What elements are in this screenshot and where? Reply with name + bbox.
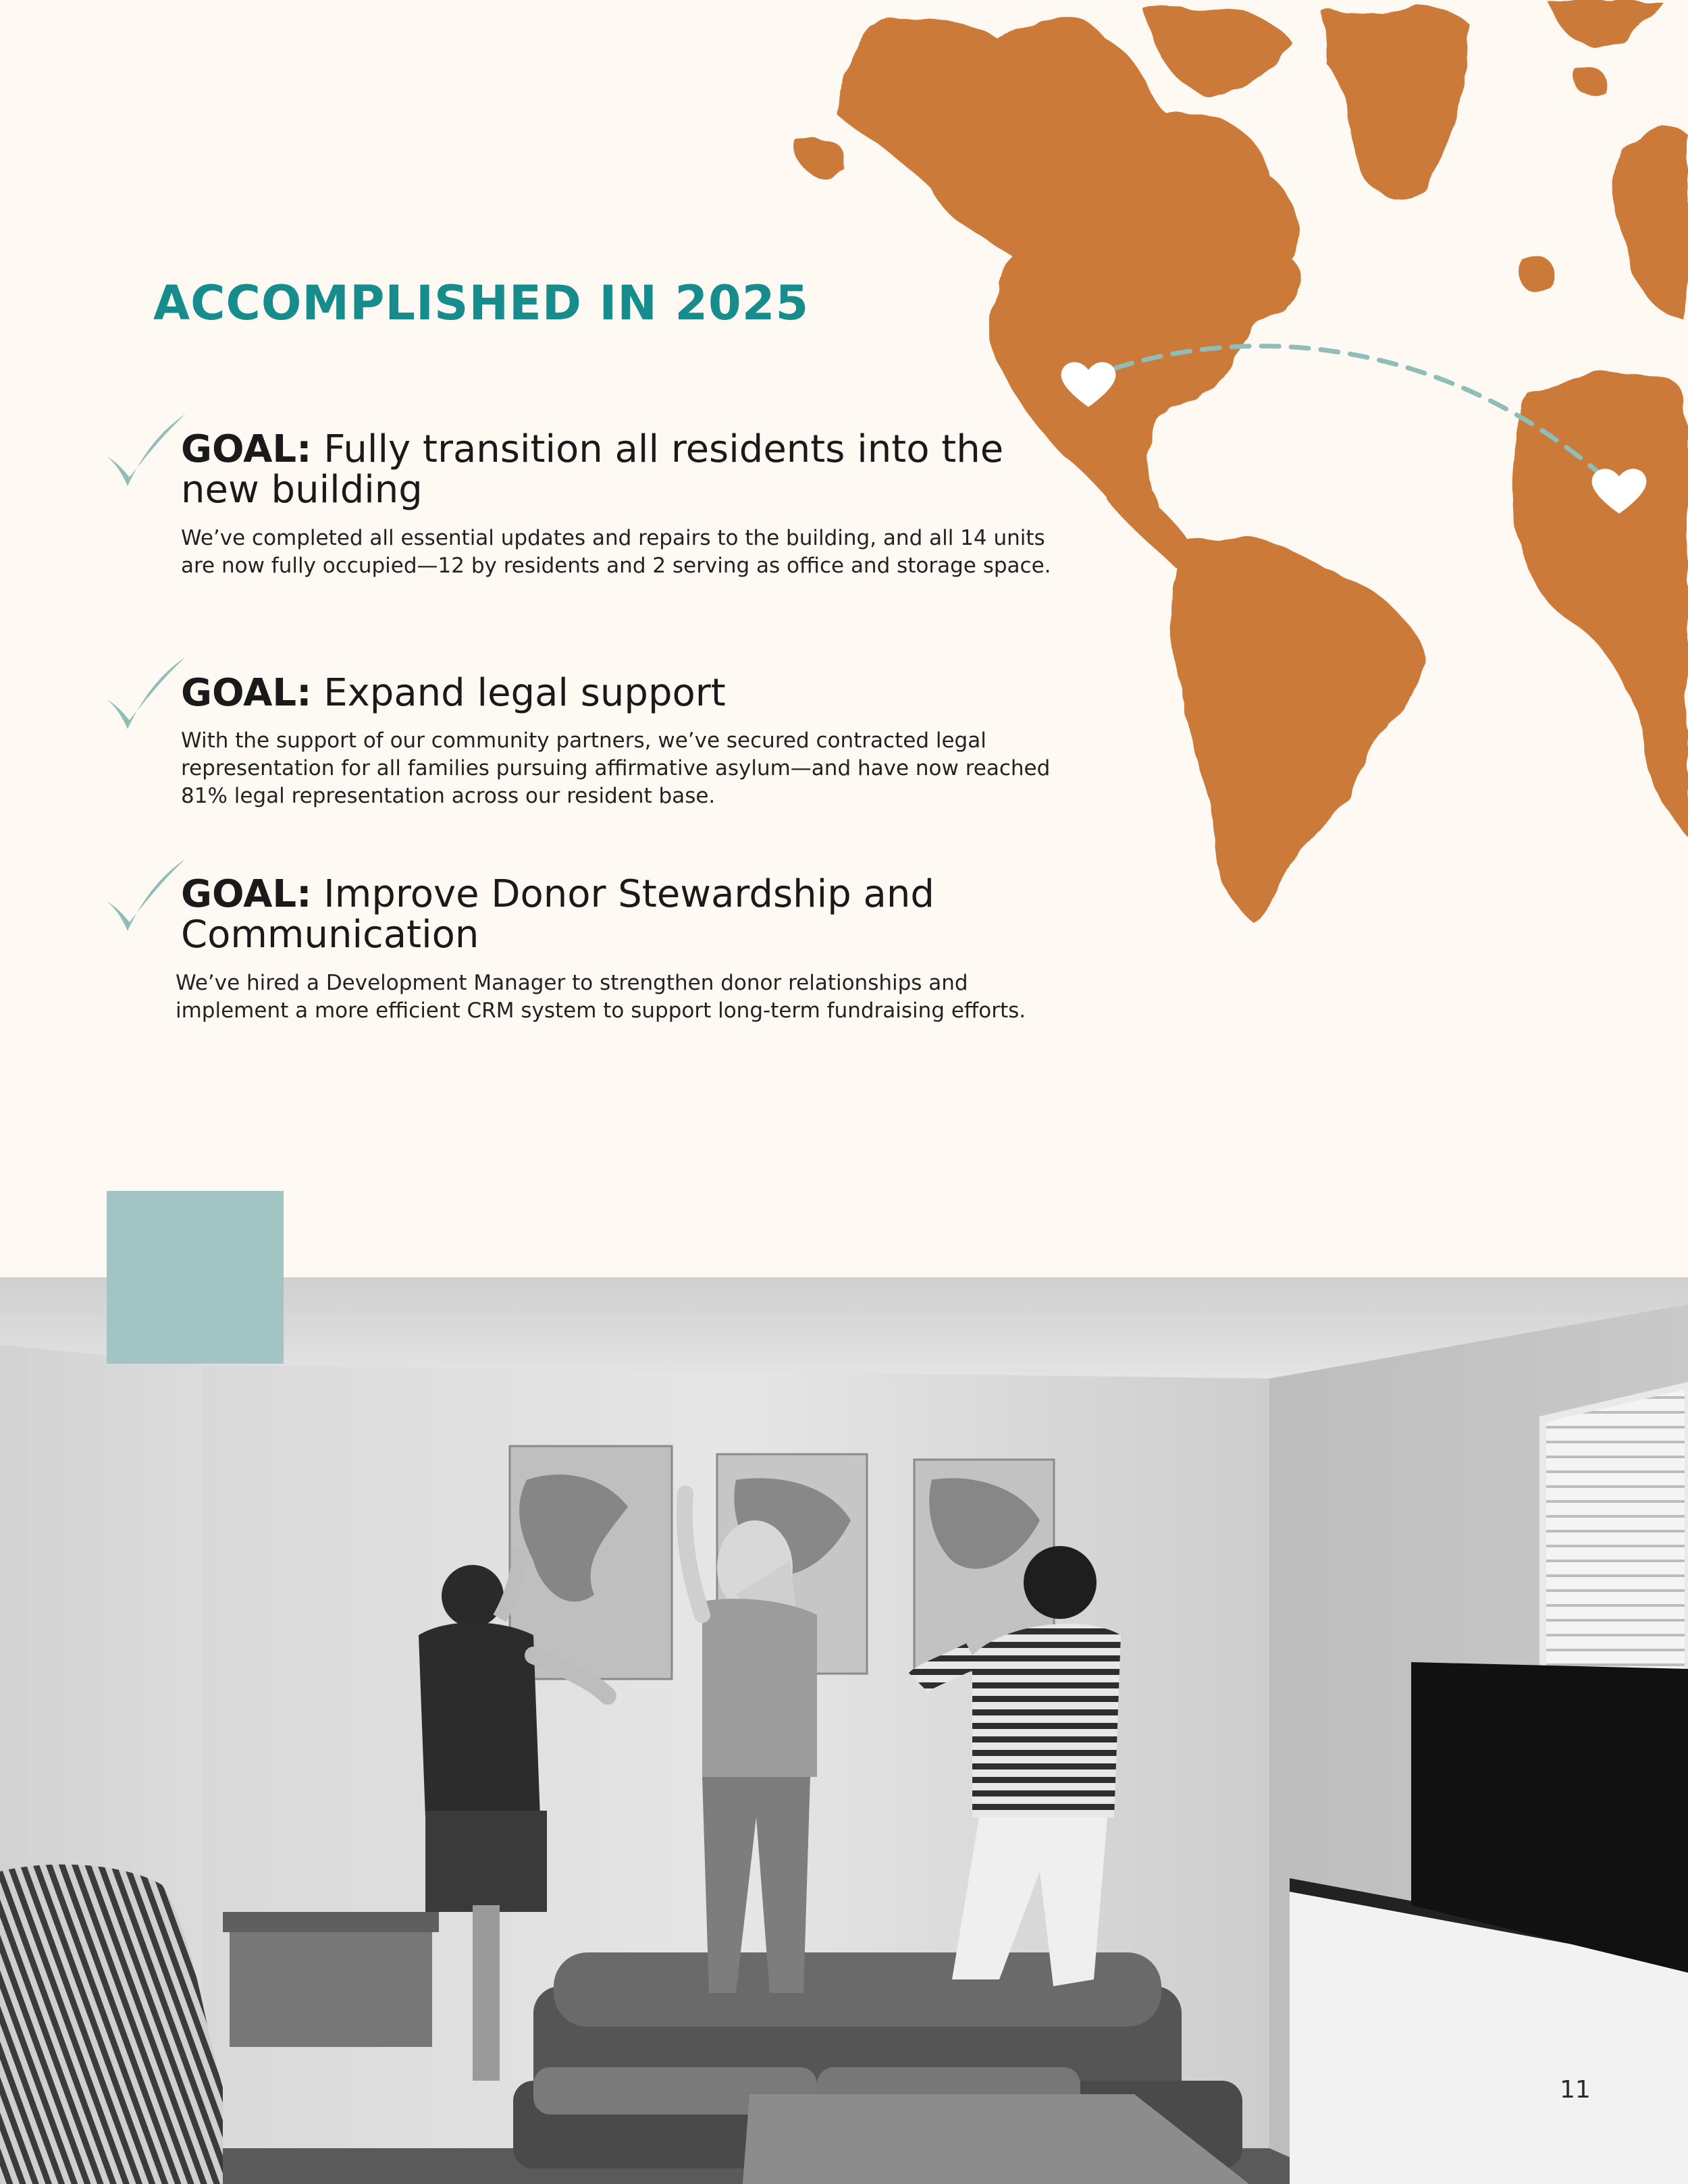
goal-title-text: Expand legal support [311,671,726,715]
goal-title [181,874,1059,955]
checkmark-icon [101,855,189,943]
goal-title [181,429,1059,510]
goal-label: GOAL: [181,872,312,916]
checkmark-icon [101,410,189,498]
page-heading: ACCOMPLISHED IN 2025 [153,275,810,331]
goal-label: GOAL: [181,427,312,471]
page-number: 11 [1560,2076,1591,2104]
side-table [230,1925,432,2047]
goal-label: GOAL: [181,671,312,715]
goal-title-text: Improve Donor Stewardship and Communication [181,872,934,957]
goal-title [181,673,1059,714]
south-america-shape [1170,535,1425,918]
goal-description: With the support of our community partners, we’ve secured contracted legal representation for all families pursuing affirmative asylum—and have now reached 81% legal representation across our resident base. [181,728,1051,808]
goal-title-text: Fully transition all residents into the new building [181,427,1004,512]
accent-square [107,1191,284,1364]
checkmark-icon [101,654,189,741]
goal-description: We’ve completed all essential updates and repairs to the building, and all 14 units are now fully occupied—12 by residents and 2 serving as office and storage space. [181,526,1051,578]
living-room-photo [0,1277,1688,2184]
greenland-shape [1148,7,1290,95]
goal-description: We’ve hired a Development Manager to strengthen donor relationships and implement a more efficient CRM system to support long-term fundraising efforts. [176,971,1026,1023]
europe-africa-shape [1512,371,1688,837]
